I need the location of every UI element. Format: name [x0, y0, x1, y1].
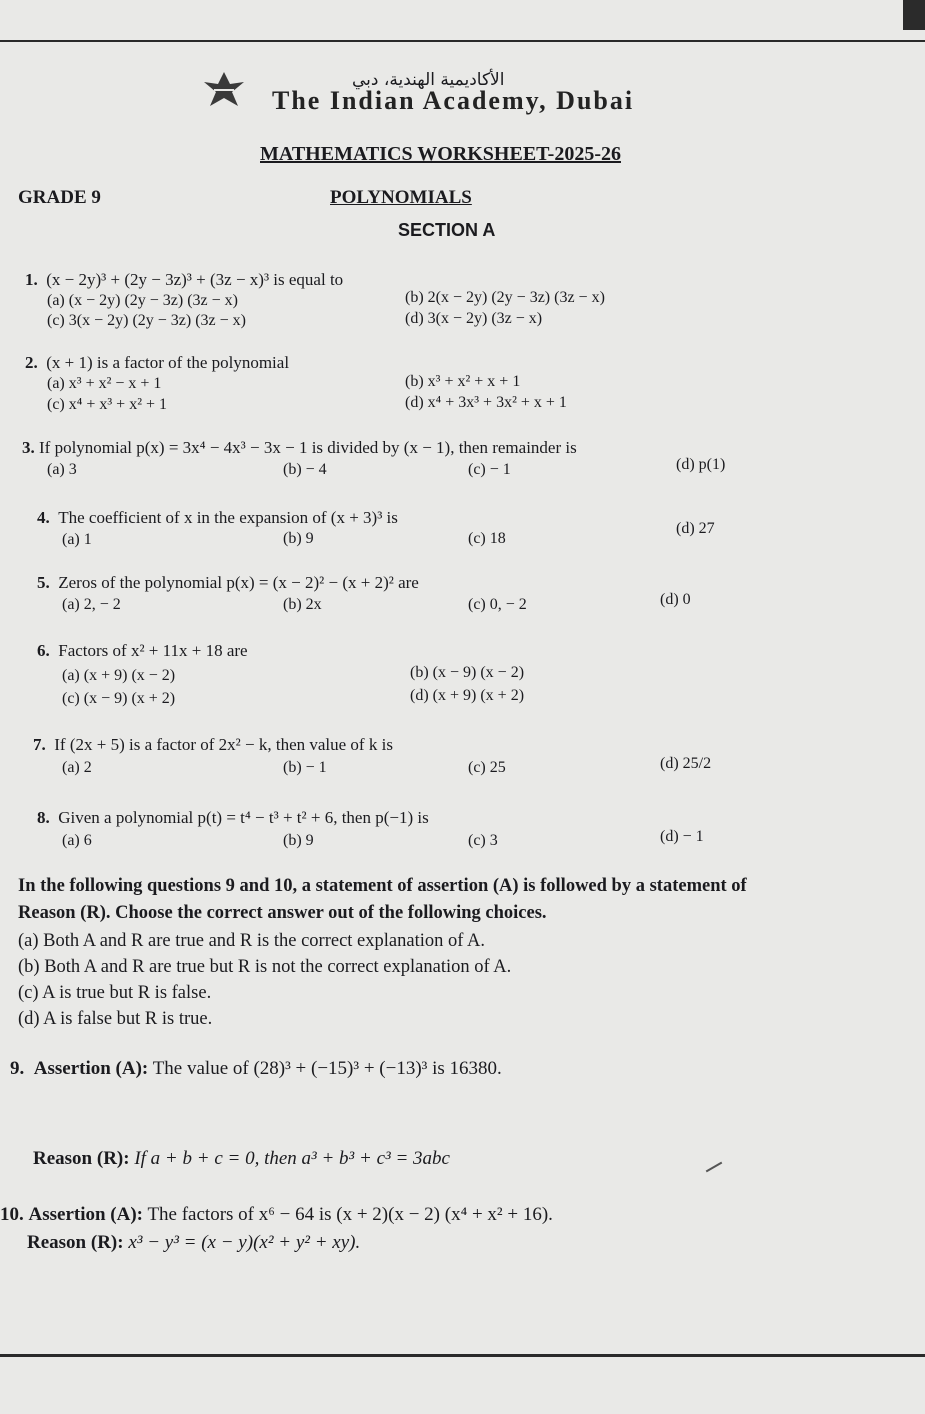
question-3-stem: 3. If polynomial p(x) = 3x⁴ − 4x³ − 3x − 1 is divided by (x − 1), then remainder is — [22, 438, 577, 457]
assertion-choice-a: (a) Both A and R are true and R is the correct explanation of A. — [18, 931, 485, 951]
question-6-stem: 6. Factors of x² + 11x + 18 are — [37, 641, 248, 660]
question-10-assertion: 10. Assertion (A): The factors of x⁶ − 64 is (x + 2)(x − 2) (x⁴ + x² + 16). — [0, 1204, 553, 1225]
assertion-intro-line-1: In the following questions 9 and 10, a statement of assertion (A) is followed by a statement of — [18, 876, 747, 896]
question-8-option-c: (c) 3 — [468, 832, 498, 849]
question-8-option-a: (a) 6 — [62, 832, 92, 849]
question-10-reason: Reason (R): x³ − y³ = (x − y)(x² + y² + xy). — [27, 1232, 361, 1253]
assertion-choice-b: (b) Both A and R are true but R is not the correct explanation of A. — [18, 957, 512, 977]
question-7-stem: 7. If (2x + 5) is a factor of 2x² − k, then value of k is — [33, 735, 393, 754]
question-4-option-a: (a) 1 — [62, 531, 92, 548]
assertion-choice-d: (d) A is false but R is true. — [18, 1009, 213, 1029]
question-1-option-d: (d) 3(x − 2y) (3z − x) — [405, 310, 543, 327]
pen-mark — [706, 1162, 723, 1173]
question-8-option-b: (b) 9 — [283, 832, 314, 849]
question-2-option-c: (c) x⁴ + x³ + x² + 1 — [47, 396, 168, 413]
question-7-option-a: (a) 2 — [62, 759, 92, 776]
question-1-stem: 1. (x − 2y)³ + (2y − 3z)³ + (3z − x)³ is equal to — [25, 270, 344, 289]
question-5-stem: 5. Zeros of the polynomial p(x) = (x − 2)² − (x + 2)² are — [37, 573, 419, 592]
question-1-option-c: (c) 3(x − 2y) (2y − 3z) (3z − x) — [47, 312, 247, 329]
question-6-option-b: (b) (x − 9) (x − 2) — [410, 664, 525, 681]
worksheet-title: MATHEMATICS WORKSHEET-2025-26 — [260, 143, 621, 165]
question-1-option-b: (b) 2(x − 2y) (2y − 3z) (3z − x) — [405, 289, 605, 306]
question-7-option-b: (b) − 1 — [283, 759, 327, 776]
topic-title: POLYNOMIALS — [330, 187, 472, 208]
assertion-intro-line-2: Reason (R). Choose the correct answer out of the following choices. — [18, 903, 547, 923]
question-3-option-a: (a) 3 — [47, 461, 77, 478]
question-4-option-b: (b) 9 — [283, 530, 314, 547]
question-5-option-a: (a) 2, − 2 — [62, 596, 121, 613]
question-4-stem: 4. The coefficient of x in the expansion of (x + 3)³ is — [37, 508, 398, 527]
question-1-option-a: (a) (x − 2y) (2y − 3z) (3z − x) — [47, 292, 239, 309]
question-8-option-d: (d) − 1 — [660, 828, 704, 845]
question-6-option-d: (d) (x + 9) (x + 2) — [410, 687, 525, 704]
question-3-option-b: (b) − 4 — [283, 461, 327, 478]
assertion-choice-c: (c) A is true but R is false. — [18, 983, 212, 1003]
question-4-option-d: (d) 27 — [676, 520, 715, 537]
top-rule — [0, 40, 925, 42]
school-name: The Indian Academy, Dubai — [272, 86, 635, 115]
question-6-option-a: (a) (x + 9) (x − 2) — [62, 667, 176, 684]
question-7-option-d: (d) 25/2 — [660, 755, 712, 772]
question-6-option-c: (c) (x − 9) (x + 2) — [62, 690, 176, 707]
question-4-option-c: (c) 18 — [468, 530, 506, 547]
question-2-stem: 2. (x + 1) is a factor of the polynomial — [25, 353, 290, 372]
question-7-option-c: (c) 25 — [468, 759, 506, 776]
bottom-rule — [0, 1354, 925, 1357]
question-3-option-c: (c) − 1 — [468, 461, 511, 478]
question-3-option-d: (d) p(1) — [676, 456, 726, 473]
question-5-option-b: (b) 2x — [283, 596, 322, 613]
question-9-reason: Reason (R): If a + b + c = 0, then a³ + b³ + c³ = 3abc — [33, 1148, 450, 1169]
question-5-option-d: (d) 0 — [660, 591, 691, 608]
question-5-option-c: (c) 0, − 2 — [468, 596, 527, 613]
question-8-stem: 8. Given a polynomial p(t) = t⁴ − t³ + t² + 6, then p(−1) is — [37, 808, 429, 827]
question-9-assertion: 9. Assertion (A): The value of (28)³ + (−15)³ + (−13)³ is 16380. — [10, 1058, 502, 1079]
question-2-option-d: (d) x⁴ + 3x³ + 3x² + x + 1 — [405, 394, 567, 411]
school-logo-icon — [200, 70, 248, 110]
section-heading: SECTION A — [398, 220, 496, 240]
question-2-option-a: (a) x³ + x² − x + 1 — [47, 375, 162, 392]
question-2-option-b: (b) x³ + x² + x + 1 — [405, 373, 521, 390]
page-corner-shadow — [903, 0, 925, 30]
grade-label: GRADE 9 — [18, 187, 101, 208]
school-name-arabic: الأكاديمية الهندية، دبي — [352, 70, 505, 90]
